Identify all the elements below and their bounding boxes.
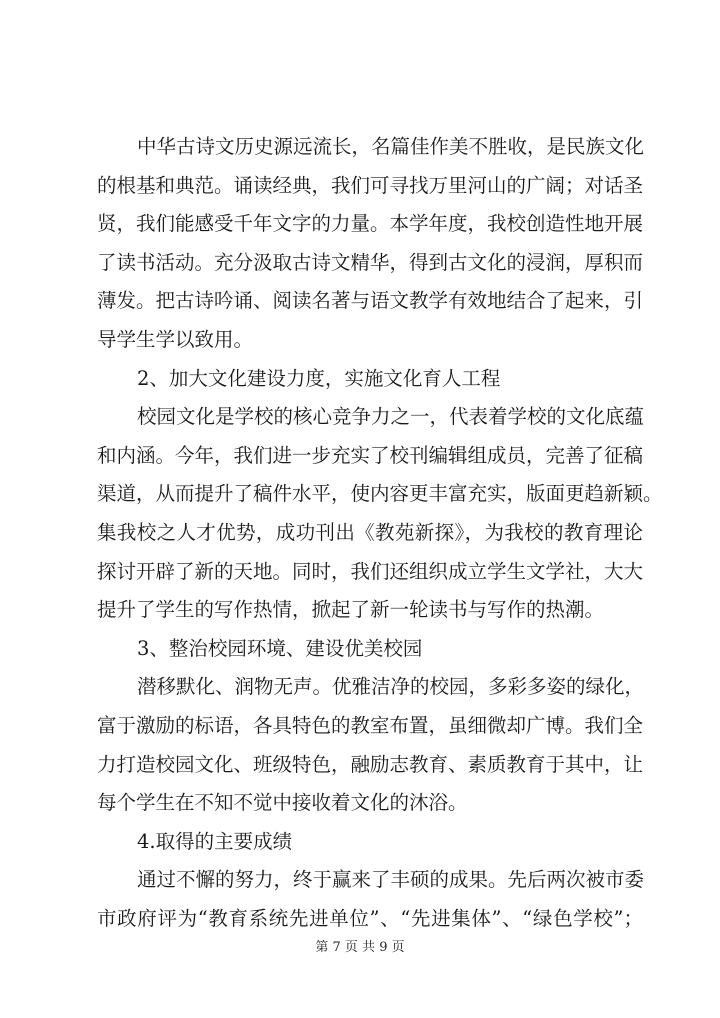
text-line: 市政府评为“教育系统先进单位”、“先进集体”、“绿色学校”； [97, 906, 643, 930]
text-line: 渠道，从而提升了稿件水平，使内容更丰富充实，版面更趋新颖。 [97, 482, 663, 506]
section-heading-4: 4.取得的主要成绩 [137, 829, 293, 853]
text-line: 薄发。把古诗吟诵、阅读名著与语文教学有效地结合了起来，引 [97, 289, 644, 313]
text-line: 和内涵。今年，我们进一步充实了校刊编辑组成员，完善了征稿 [97, 443, 644, 467]
text-line: 富于激励的标语，各具特色的教室布置，虽细微却广博。我们全 [97, 713, 644, 737]
text-line: 每个学生在不知不觉中接收着文化的沐浴。 [97, 791, 468, 815]
text-line: 的根基和典范。诵读经典，我们可寻找万里河山的广阔；对话圣 [97, 173, 644, 197]
text-line: 力打造校园文化、班级特色，融励志教育、素质教育于其中，让 [97, 752, 644, 776]
text-line: 导学生学以致用。 [97, 327, 254, 351]
text-line: 中华古诗文历史源远流长，名篇佳作美不胜收，是民族文化 [137, 135, 645, 158]
section-heading-3: 3、整治校园环境、建设优美校园 [137, 636, 423, 660]
text-line: 集我校之人才优势，成功刊出《教苑新探》，为我校的教育理论 [97, 520, 643, 544]
text-line: 探讨开辟了新的天地。同时，我们还组织成立学生文学社，大大 [97, 559, 644, 583]
text-line: 贤，我们能感受千年文字的力量。本学年度，我校创造性地开展 [97, 212, 644, 236]
paragraph-1 [97, 128, 643, 360]
text-line: 了读书活动。充分汲取古诗文精华，得到古文化的浸润，厚积而 [97, 250, 644, 274]
text-line: 提升了学生的写作热情，掀起了新一轮读书与写作的热潮。 [97, 598, 605, 622]
text-line: 潜移默化、润物无声。优雅洁净的校园，多彩多姿的绿化， [137, 675, 645, 699]
section-heading-2: 2、加大文化建设力度，实施文化育人工程 [137, 366, 501, 390]
text-line: 校园文化是学校的核心竞争力之一，代表着学校的文化底蕴 [137, 405, 645, 429]
paragraph-3 [97, 668, 643, 822]
paragraph-2 [97, 398, 663, 630]
page-number-footer: 第 7 页 共 9 页 [315, 940, 405, 955]
text-line: 通过不懈的努力，终于赢来了丰硕的成果。先后两次被市委 [137, 868, 645, 892]
paragraph-4 [97, 861, 643, 938]
document-body [97, 128, 663, 938]
